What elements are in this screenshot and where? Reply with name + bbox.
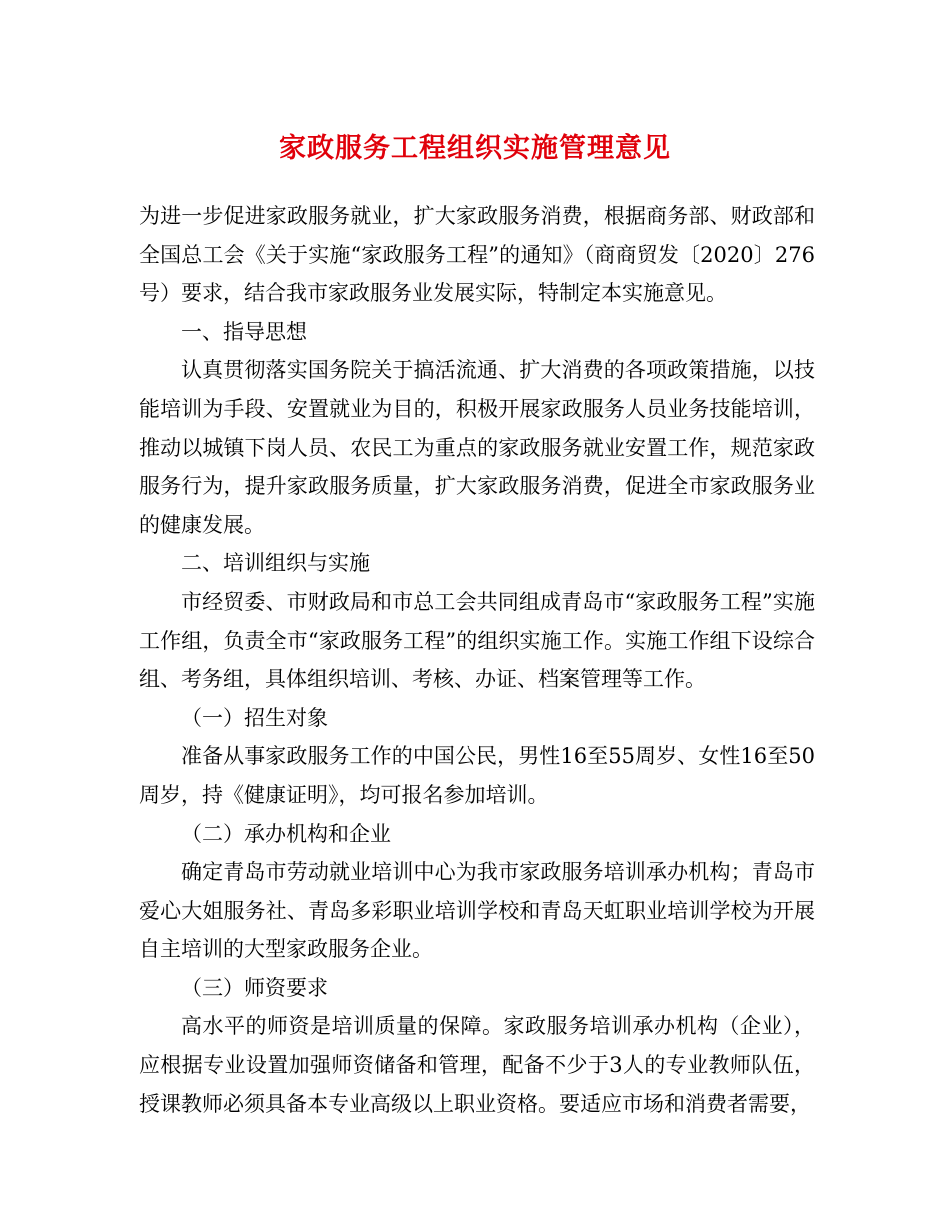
paragraph-host-institutions: 确定青岛市劳动就业培训中心为我市家政服务培训承办机构；青岛市爱心大姐服务社、青岛多彩职业培训学校和青岛天虹职业培训学校为开展自主培训的大型家政服务企业。 — [139, 860, 815, 962]
paragraph-enrollment-targets: 准备从事家政服务工作的中国公民，男性16至55周岁、女性16至50周岁，持《健康证明》，均可报名参加培训。 — [139, 744, 815, 807]
paragraph-teacher-requirements: 高水平的师资是培训质量的保障。家政服务培训承办机构（企业），应根据专业设置加强师资储备和管理，配备不少于3人的专业教师队伍，授课教师必须具备本专业高级以上职业资格。要适应市场和消费者需要， — [139, 1014, 815, 1116]
paragraph-guiding-ideology: 认真贯彻落实国务院关于搞活流通、扩大消费的各项政策措施，以技能培训为手段、安置就业为目的，积极开展家政服务人员业务技能培训，推动以城镇下岗人员、农民工为重点的家政服务就业安置工作，规范家政服务行为，提升家政服务质量，扩大家政服务消费，促进全市家政服务业的健康发展。 — [139, 358, 815, 537]
paragraph-training-organization: 市经贸委、市财政局和市总工会共同组成青岛市“家政服务工程”实施工作组，负责全市“家政服务工程”的组织实施工作。实施工作组下设综合组、考务组，具体组织培训、考核、办证、档案管理等工作。 — [139, 589, 815, 692]
section-heading-training-organization: 二、培训组织与实施 — [181, 551, 370, 576]
document-body — [139, 197, 815, 1123]
subheading-host-institutions: （二）承办机构和企业 — [181, 821, 391, 846]
section-heading-guiding-ideology: 一、指导思想 — [181, 319, 307, 344]
subheading-teacher-requirements: （三）师资要求 — [181, 975, 328, 1000]
document-title: 家政服务工程组织实施管理意见 — [279, 133, 671, 164]
subheading-enrollment-targets: （一）招生对象 — [181, 705, 328, 730]
paragraph-intro: 为进一步促进家政服务就业，扩大家政服务消费，根据商务部、财政部和全国总工会《关于实施“家政服务工程”的通知》（商商贸发〔2020〕276号）要求，结合我市家政服务业发展实际，特制定本实施意见。 — [139, 204, 815, 306]
